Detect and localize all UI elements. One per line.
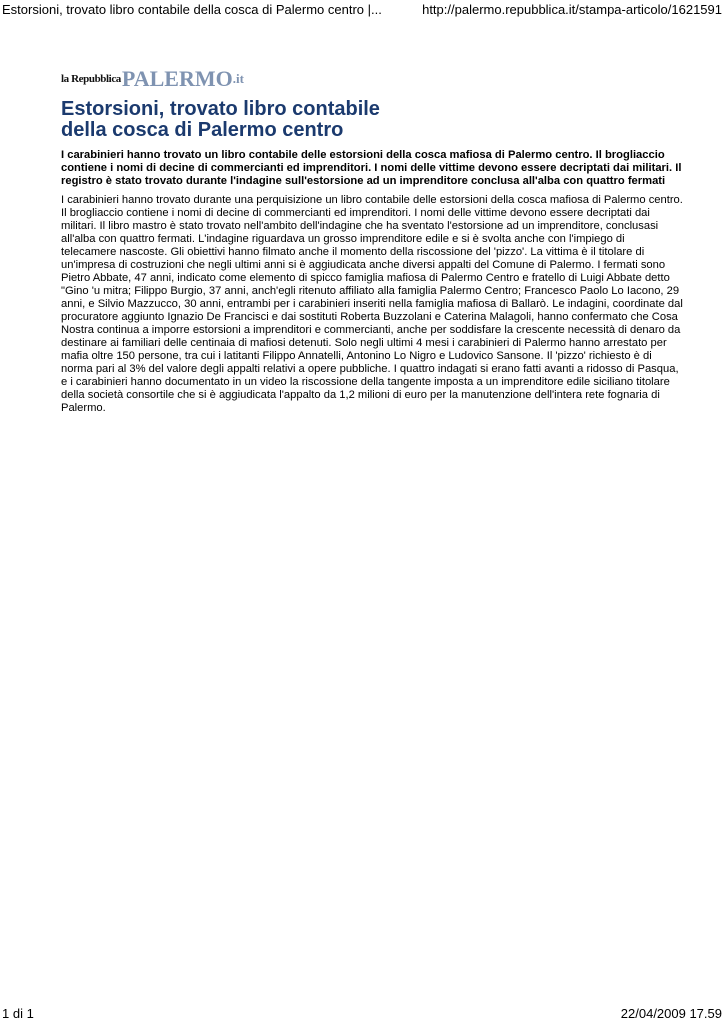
article-headline	[61, 99, 681, 141]
print-datetime: 22/04/2009 17.59	[620, 1006, 722, 1021]
masthead-logo	[61, 64, 244, 90]
print-header-title: Estorsioni, trovato libro contabile della cosca di Palermo centro |...	[2, 2, 382, 17]
page-count: 1 di 1	[2, 1006, 34, 1021]
article-summary: I carabinieri hanno trovato un libro contabile delle estorsioni della cosca mafiosa di Palermo centro. Il brogliaccio contiene i nomi di decine di commercianti ed imprenditori. I nomi delle vittime devono essere decriptati dai militari. Il registro è stato trovato durante l'indagine sull'estorsione ad un imprenditore conclusa all'alba con quattro fermati	[61, 149, 682, 187]
headline-line-2: della cosca di Palermo centro	[61, 119, 344, 141]
print-header-url[interactable]: http://palermo.repubblica.it/stampa-articolo/1621591	[422, 2, 722, 17]
article-body: I carabinieri hanno trovato durante una perquisizione un libro contabile delle estorsioni della cosca mafiosa di Palermo centro. Il brogliaccio contiene i nomi di decine di commercianti ed imprenditori. I nomi delle vittime devono essere decriptati dai militari. Il libro mastro è stato trovato nell'ambito dell'indagine che ha sventato l'estorsione ad un imprenditore, conclusasi all'alba con quattro fermati. L'indagine riguardava un grosso imprenditore edile e si è svolta anche con l'impiego di telecamere nascoste. Gli obiettivi hanno filmato anche il momento della riscossione del 'pizzo'. La vittima è il titolare di un'impresa di costruzioni che negli ultimi anni si è aggiudicata anche diversi appalti del Comune di Palermo. I fermati sono Pietro Abbate, 47 anni, indicato come elemento di spicco famiglia mafiosa di Palermo Centro e fratello di Luigi Abbate detto "Gino 'u mitra; Filippo Burgio, 37 anni, anch'egli ritenuto affiliato alla famiglia Palermo Centro; Francesco Paolo Lo Iacono, 29 anni, e Silvio Mazzucco, 30 anni, entrambi per i carabinieri inseriti nella famiglia mafiosa di Ballarò. Le indagini, coordinate dal procuratore aggiunto Ignazio De Francisci e dai sostituti Roberta Buzzolani e Caterina Malagoli, hanno confermato che Cosa Nostra continua a imporre estorsioni a imprenditori e commercianti, anche per soddisfare la crescente necessità di denaro da destinare ai familiari delle centinaia di mafiosi detenuti. Solo negli ultimi 4 mesi i carabinieri di Palermo hanno arrestato per mafia oltre 150 persone, tra cui i latitanti Filippo Annatelli, Antonino Lo Nigro e Ludovico Sansone. Il 'pizzo' richiesto è di norma pari al 3% del valore degli appalti relativi a opere pubbliche. I quattro indagati si erano fatti avanti a ridosso di Pasqua, e i carabinieri hanno documentato in un video la riscossione della tangente imposta a un imprenditore edile siciliano titolare della società consortile che si è aggiudicata l'appalto da 1,2 milioni di euro per la manutenzione dell'intera rete fognaria di Palermo.	[61, 194, 683, 414]
masthead-city: PALERMO	[121, 66, 233, 91]
print-footer	[0, 1004, 724, 1024]
masthead-suffix: .it	[232, 71, 244, 86]
print-header	[0, 0, 724, 20]
masthead-brand: la Repubblica	[61, 73, 121, 85]
headline-line-1: Estorsioni, trovato libro contabile	[61, 98, 380, 120]
